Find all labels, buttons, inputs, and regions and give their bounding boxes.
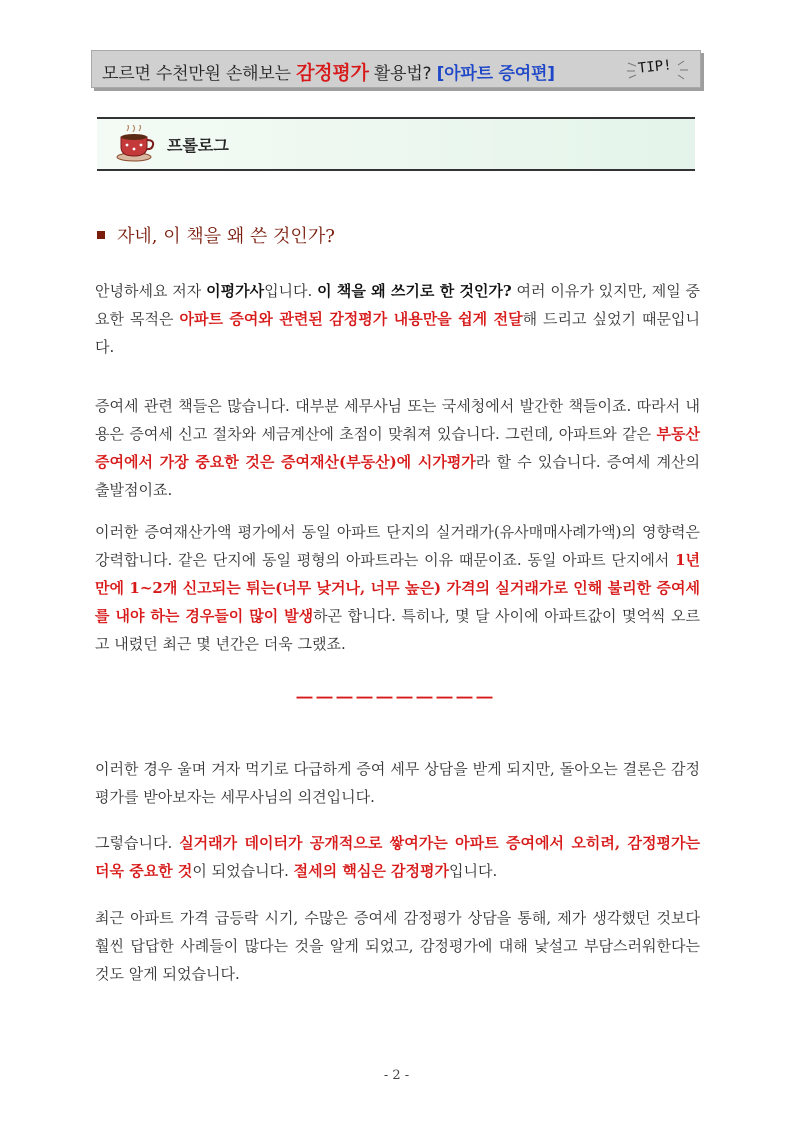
text-span: 증여세 관련 책들은 많습니다. 대부분 세무사님 또는 국세청에서 발간한 책들이죠. 따라서 내용은 증여세 신고 절차와 세금계산에 초점이 맞춰져 있습니다. 그런데, 아파트와 같은 — [95, 397, 700, 443]
coffee-cup-icon — [115, 125, 155, 163]
tip-badge — [624, 57, 692, 83]
page-number: - 2 - — [383, 1068, 410, 1083]
tip-label: TIP! — [637, 57, 673, 77]
red-emphasis: 1년 만에 1~2개 신고되는 튀는(너무 낮거나, 너무 높은) 가격의 실거래가로 인해 불리한 증여세를 내야 하는 경우들이 많이 발생 — [95, 551, 700, 625]
document-title — [102, 58, 555, 85]
section-title: 자네, 이 책을 왜 쓴 것인가? — [117, 226, 335, 247]
author-name: 이평가사 — [206, 282, 265, 300]
prologue-banner — [97, 117, 695, 171]
text-span: 이러한 경우 울며 겨자 먹기로 다급하게 증여 세무 상담을 받게 되지만, 돌아오는 결론은 감정평가를 받아보자는 세무사님의 의견입니다. — [95, 760, 700, 806]
prologue-title: 프롤로그 — [167, 136, 229, 155]
section-divider: ―――――――――― — [296, 687, 497, 706]
text-span: 이 되었습니다. — [192, 862, 294, 880]
text-span: 해 드리고 싶었기 때문입니다. — [95, 310, 700, 356]
text-span: 입니다. — [264, 282, 318, 300]
square-bullet-icon — [97, 231, 105, 239]
bold-question: 이 책을 왜 쓰기로 한 것인가? — [317, 282, 512, 300]
paragraph-4 — [95, 755, 700, 811]
red-emphasis: 절세의 핵심은 감정평가 — [293, 862, 449, 880]
red-emphasis: 실거래가 데이터가 공개적으로 쌓여가는 아파트 증여에서 오히려, 감정평가는 더욱 중요한 것 — [95, 834, 700, 880]
text-span: 그렇습니다. — [95, 834, 180, 852]
text-span: 라 할 수 있습니다. 증여세 계산의 출발점이죠. — [95, 453, 700, 499]
text-span: 여러 이유가 있지만, 제일 중요한 목적은 — [95, 282, 701, 328]
title-highlight: 감정평가 — [296, 62, 369, 84]
text-span: 안녕하세요 저자 — [95, 282, 207, 300]
title-suffix: 활용법? — [368, 64, 437, 84]
title-prefix: 모르면 수천만원 손해보는 — [102, 64, 297, 84]
section-heading — [97, 222, 335, 248]
paragraph-6 — [95, 904, 700, 988]
paragraph-5 — [95, 829, 700, 885]
text-span: 이러한 증여재산가액 평가에서 동일 아파트 단지의 실거래가(유사매매사례가액)의 영향력은 강력합니다. 같은 단지에 동일 평형의 아파트라는 이유 때문이죠. 동일 아파트 단지에서 — [95, 523, 700, 569]
text-span: 하곤 합니다. 특히나, 몇 달 사이에 아파트값이 몇억씩 오르고 내렸던 최근 몇 년간은 더욱 그랬죠. — [95, 607, 701, 653]
text-span: 최근 아파트 가격 급등락 시기, 수많은 증여세 감정평가 상담을 통해, 제가 생각했던 것보다 훨씬 답답한 사례들이 많다는 것을 알게 되었고, 감정평가에 대해 낯설고 부담스러워한다는 것도 알게 되었습니다. — [95, 909, 700, 983]
paragraph-3 — [95, 518, 700, 658]
red-emphasis: 부동산 증여에서 가장 중요한 것은 증여재산(부동산)에 시가평가 — [95, 425, 700, 471]
text-span: 입니다. — [449, 862, 498, 880]
paragraph-2 — [95, 392, 700, 504]
red-emphasis: 아파트 증여와 관련된 감정평가 내용만을 쉽게 전달 — [179, 310, 523, 328]
paragraph-1 — [95, 277, 700, 361]
header-bar — [91, 50, 701, 88]
title-bracket: [아파트 증여편] — [436, 64, 555, 84]
